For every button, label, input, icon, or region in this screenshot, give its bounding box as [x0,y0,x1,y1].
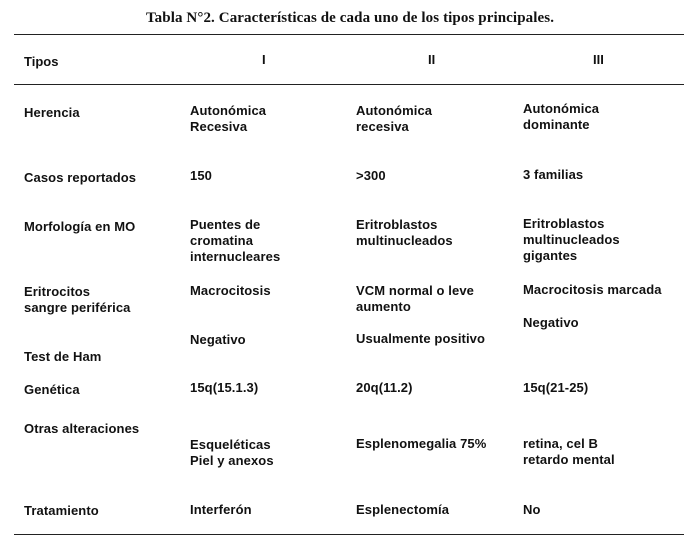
cell-genetica-type-2: 20q(11.2) [356,380,413,395]
cell-genetica-type-3: 15q(21-25) [523,380,589,395]
cell-otras-type-1: Esqueléticas Piel y anexos [190,437,274,468]
header-type-1: I [262,52,266,67]
header-rule [14,84,684,85]
cell-tratamiento-type-3: No [523,502,541,517]
cell-ham-type-1: Negativo [190,332,246,347]
header-type-2: II [428,52,436,67]
row-label-eritrocitos: Eritrocitos sangre periférica [24,284,131,315]
bottom-rule [14,534,684,535]
cell-genetica-type-1: 15q(15.1.3) [190,380,259,395]
cell-morfologia-type-1: Puentes de cromatina internucleares [190,217,281,264]
cell-ham-type-3: Negativo [523,315,579,330]
cell-herencia-type-2: Autonómica recesiva [356,103,433,134]
row-label-morfologia: Morfología en MO [24,219,136,234]
header-type-3: III [593,52,604,67]
header-tipos: Tipos [24,54,59,69]
cell-tratamiento-type-2: Esplenectomía [356,502,450,517]
cell-eritrocitos-type-3: Macrocitosis marcada [523,282,662,297]
cell-morfologia-type-2: Eritroblastos multinucleados [356,217,453,248]
row-label-ham: Test de Ham [24,349,102,364]
cell-eritrocitos-type-1: Macrocitosis [190,283,271,298]
cell-casos-type-3: 3 familias [523,167,584,182]
cell-tratamiento-type-1: Interferón [190,502,252,517]
table-title: Tabla N°2. Características de cada uno de los tipos principales. [145,10,555,26]
cell-eritrocitos-type-2: VCM normal o leve aumento [356,283,475,314]
cell-morfologia-type-3: Eritroblastos multinucleados gigantes [523,216,620,263]
top-rule [14,34,684,35]
row-label-otras: Otras alteraciones [24,421,140,436]
row-label-tratamiento: Tratamiento [24,503,99,518]
cell-casos-type-2: >300 [356,168,386,183]
cell-ham-type-2: Usualmente positivo [356,331,486,346]
row-label-genetica: Genética [24,382,80,397]
cell-herencia-type-1: Autonómica Recesiva [190,103,267,134]
cell-casos-type-1: 150 [190,168,212,183]
cell-otras-type-3: retina, cel B retardo mental [523,436,615,467]
cell-otras-type-2: Esplenomegalia 75% [356,436,487,451]
row-label-herencia: Herencia [24,105,80,120]
cell-herencia-type-3: Autonómica dominante [523,101,600,132]
row-label-casos: Casos reportados [24,170,137,185]
